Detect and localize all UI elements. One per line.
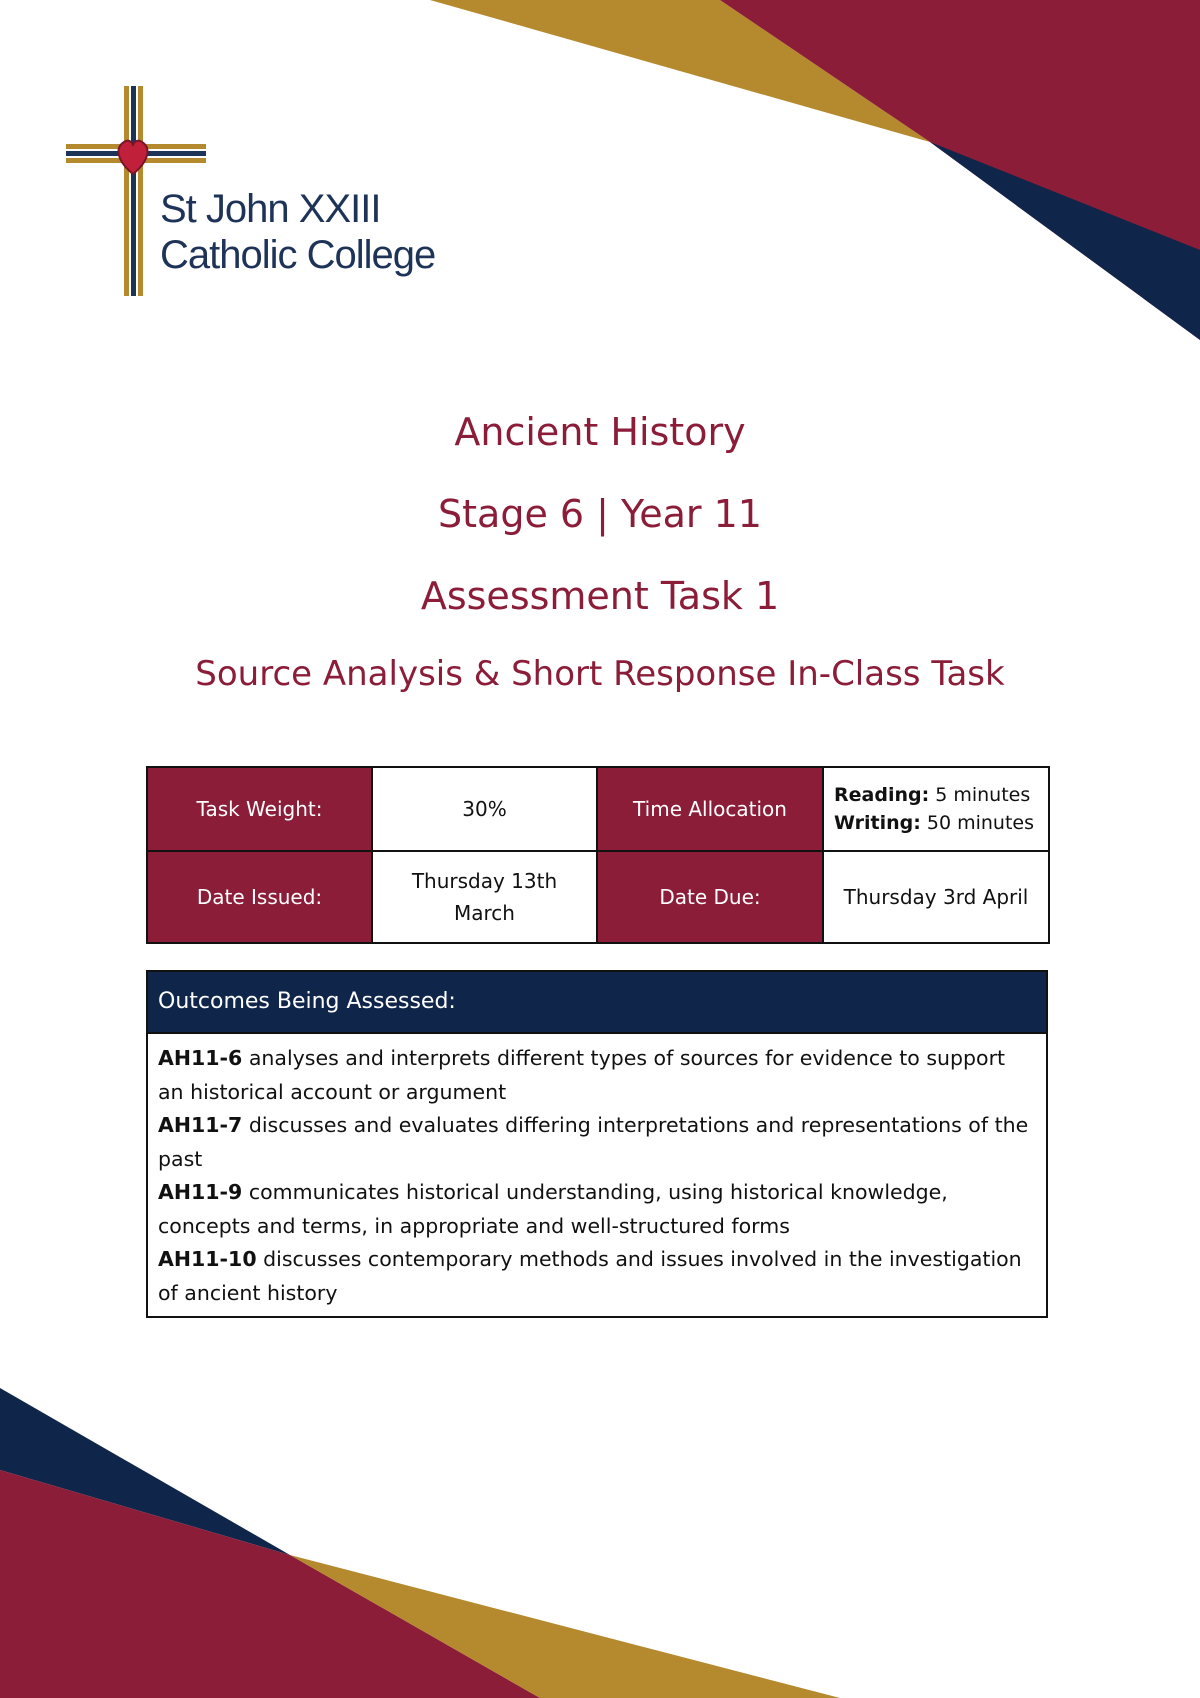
outcome-text: discusses contemporary methods and issues involved in the investigation of ancient history [158, 1247, 1022, 1305]
date-due-label: Date Due: [597, 851, 823, 943]
outcome-code: AH11-7 [158, 1113, 243, 1137]
school-name-line1: St John XXIII [160, 187, 381, 231]
task-type-title: Source Analysis & Short Response In-Class Task [195, 654, 1005, 694]
time-allocation-value [823, 767, 1049, 851]
reading-line [834, 781, 1040, 809]
date-due-value: Thursday 3rd April [823, 851, 1049, 943]
writing-value: 50 minutes [920, 812, 1034, 834]
outcome-code: AH11-9 [158, 1180, 243, 1204]
stage-title: Stage 6 | Year 11 [438, 492, 762, 536]
outcomes-box [146, 970, 1048, 1318]
outcomes-list [148, 1034, 1046, 1310]
date-issued-label: Date Issued: [147, 851, 372, 943]
list-item [158, 1243, 1036, 1310]
table-row [147, 767, 1049, 851]
outcome-code: AH11-6 [158, 1046, 243, 1070]
maroon-shape-bottom [0, 1470, 540, 1698]
list-item [158, 1109, 1036, 1176]
school-logo [66, 86, 466, 296]
writing-line [834, 809, 1040, 837]
table-row [147, 851, 1049, 943]
task-title: Assessment Task 1 [420, 574, 780, 618]
time-allocation-label: Time Allocation [597, 767, 823, 851]
outcome-text: communicates historical understanding, using historical knowledge, concepts and terms, in appropriate and well-structured forms [158, 1180, 948, 1238]
outcome-text: discusses and evaluates differing interpretations and representations of the past [158, 1113, 1029, 1171]
task-info-table [146, 766, 1050, 944]
outcome-code: AH11-10 [158, 1247, 257, 1271]
bottom-corner-decoration [0, 1370, 1200, 1698]
outcomes-heading: Outcomes Being Assessed: [148, 972, 1046, 1034]
school-name [160, 186, 470, 278]
reading-value: 5 minutes [929, 784, 1031, 806]
subject-title: Ancient History [454, 410, 746, 454]
date-issued-value: Thursday 13th March [372, 851, 597, 943]
list-item [158, 1042, 1036, 1109]
task-weight-label: Task Weight: [147, 767, 372, 851]
list-item [158, 1176, 1036, 1243]
writing-label: Writing: [834, 812, 921, 834]
reading-label: Reading: [834, 784, 930, 806]
outcome-text: analyses and interprets different types of sources for evidence to support an historical account or argument [158, 1046, 1006, 1104]
school-name-line2: Catholic College [160, 233, 436, 277]
task-weight-value: 30% [372, 767, 597, 851]
